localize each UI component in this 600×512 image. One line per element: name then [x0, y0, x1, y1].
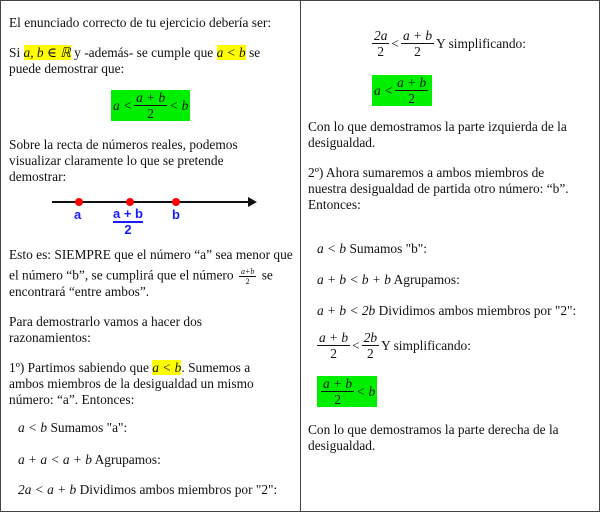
esto-frac-num: a+b	[240, 267, 255, 276]
p1-text-b: . Sumemos a	[181, 360, 251, 375]
intro-text: El enunciado correcto de tu ejercicio debería ser:	[9, 15, 272, 30]
point-mid	[126, 198, 134, 206]
p2-line-3: Entonces:	[308, 197, 361, 212]
step-math: a < b	[18, 420, 48, 435]
p2-line-2: nuestra desigualdad de partida otro número: “b”.	[308, 181, 569, 196]
result-right-inequality	[317, 376, 377, 407]
frac-den: 2	[367, 346, 374, 361]
right-step-1	[317, 241, 427, 257]
main-right: < b	[169, 97, 189, 113]
frac-den: 2	[377, 44, 385, 59]
con2-line-2: desigualdad.	[308, 438, 376, 453]
right-fraction-2: $\frac{a + b}{2}$ < $\frac{2b}{2}$ Y simplificando:	[319, 330, 471, 361]
label-mid-den: 2	[124, 222, 132, 237]
point-a	[75, 198, 83, 206]
p2-line-1: 2º) Ahora sumaremos a ambos miembros de	[308, 165, 545, 180]
label-mid	[113, 207, 143, 237]
frac-den: 2	[330, 346, 337, 361]
esto-se: se	[258, 267, 273, 283]
se-text: se	[245, 45, 261, 60]
res1-left: a <	[374, 82, 394, 98]
label-b: b	[172, 207, 180, 222]
right-step-2	[317, 272, 460, 288]
frac-num: 2b	[363, 330, 378, 345]
result-left-inequality	[372, 75, 432, 106]
p1-line-3: número: “a”. Entonces:	[9, 392, 135, 407]
main-inequality	[111, 90, 190, 121]
simplificando-text: Y simplificando:	[381, 337, 471, 353]
con2-line-1: Con lo que demostramos la parte derecha de la	[308, 422, 559, 437]
y-ademas-text: y -además- se cumple que	[70, 45, 217, 60]
column-divider	[300, 0, 301, 512]
number-line	[52, 196, 262, 236]
step-text: Sumamos "b":	[346, 241, 427, 256]
esto-line-1: Esto es: SIEMPRE que el número “a” sea menor que	[9, 247, 293, 262]
step-math: a + a < a + b	[18, 452, 92, 467]
step-text: Sumamos "a":	[47, 420, 128, 435]
res2-right: < b	[356, 383, 376, 399]
main-den: 2	[147, 106, 154, 121]
arrow-head-icon	[248, 197, 257, 207]
p1-text-a: 1º) Partimos sabiendo que	[9, 360, 153, 375]
label-mid-num: a + b	[113, 206, 143, 221]
sobre-line-2: visualizar claramente lo que se pretende	[9, 153, 224, 168]
step-text: Agrupamos:	[91, 452, 161, 467]
left-step-3	[18, 482, 277, 498]
step-text: Agrupamos:	[390, 272, 460, 287]
para-line-2: razonamientos:	[9, 330, 91, 345]
simplificando-text: Y simplificando:	[436, 35, 526, 51]
ab-in-reals: a, b ∈ ℝ	[23, 45, 71, 60]
puede-text: puede demostrar que:	[9, 61, 125, 76]
esto-frac-den: 2	[245, 277, 250, 286]
right-step-3	[317, 303, 576, 319]
si-text: Si	[9, 45, 24, 60]
sobre-line-3: demostrar:	[9, 169, 67, 184]
a-lt-b-highlight: a < b	[216, 45, 246, 60]
sobre-line-1: Sobre la recta de números reales, podemos	[9, 137, 238, 152]
res2-num: a + b	[323, 376, 353, 391]
frac-num: 2a	[374, 28, 388, 43]
number-line-axis	[52, 196, 262, 210]
esto-line-3: encontrará “entre ambos”.	[9, 284, 150, 299]
res1-num: a + b	[397, 75, 427, 90]
point-b	[172, 198, 180, 206]
hypothesis-line	[9, 45, 260, 61]
p1-line-1	[9, 360, 250, 376]
frac-den: 2	[414, 44, 421, 59]
left-step-1	[18, 420, 127, 436]
frac-num: a + b	[319, 330, 349, 345]
p1-line-2: ambos miembros de la desigualdad un mismo	[9, 376, 254, 391]
step-math: a < b	[317, 241, 347, 256]
main-num: a + b	[136, 90, 166, 105]
right-fraction-1: $\frac{2a}{2}$ < $\frac{a + b}{2}$ Y simplificando:	[374, 28, 526, 59]
esto-text: el número “b”, se cumplirá que el número	[9, 267, 237, 283]
res2-den: 2	[334, 392, 341, 407]
para-line-1: Para demostrarlo vamos a hacer dos	[9, 314, 202, 329]
label-a: a	[74, 207, 82, 222]
step-math: a + b < b + b	[317, 272, 391, 287]
step-text: Dividimos ambos miembros por "2":	[76, 482, 278, 497]
step-math: 2a < a + b	[18, 482, 77, 497]
step-text: Dividimos ambos miembros por "2":	[375, 303, 577, 318]
left-step-2	[18, 452, 161, 468]
frac-num: a + b	[402, 28, 433, 43]
con1-line-1: Con lo que demostramos la parte izquierda de la	[308, 119, 567, 134]
main-left: a <	[113, 97, 133, 113]
step-math: a + b < 2b	[317, 303, 376, 318]
res1-den: 2	[408, 91, 415, 106]
p1-highlight: a < b	[152, 360, 182, 375]
con1-line-2: desigualdad.	[308, 135, 376, 150]
